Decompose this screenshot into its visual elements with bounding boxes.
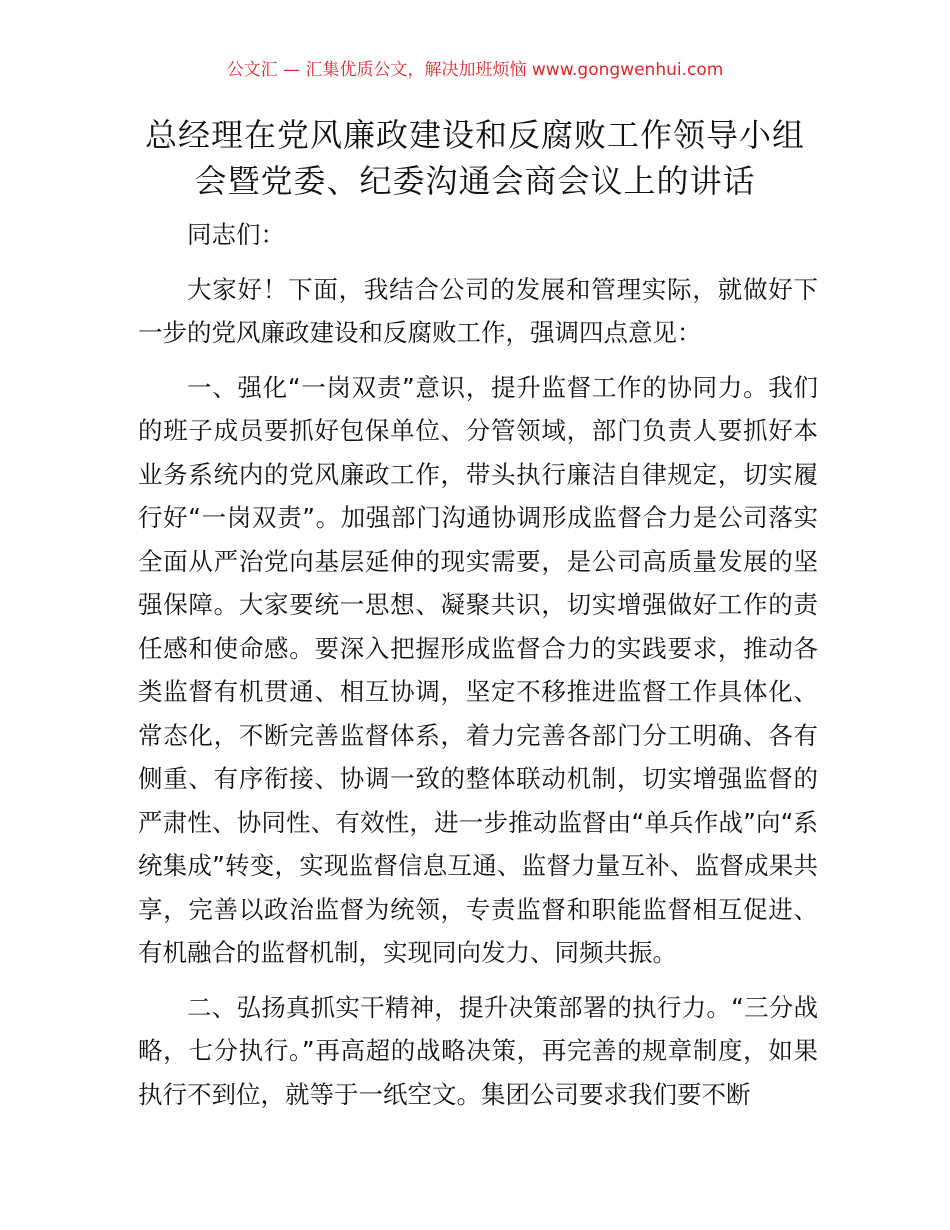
- paragraph-point-one: 一、强化“一岗双责”意识，提升监督工作的协同力。我们的班子成员要抓好包保单位、分管领域，部门负责人要抓好本业务系统内的党风廉政工作，带头执行廉洁自律规定，切实履行好“一岗双责”。加强部门沟通协调形成监督合力是公司落实全面从严治党向基层延伸的现实需要，是公司高质量发展的坚强保障。大家要统一思想、凝聚共识，切实增强做好工作的责任感和使命感。要深入把握形成监督合力的实践要求，推动各类监督有机贯通、相互协调，坚定不移推进监督工作具体化、常态化，不断完善监督体系，着力完善各部门分工明确、各有侧重、有序衔接、协调一致的整体联动机制，切实增强监督的严肃性、协同性、有效性，进一步推动监督由“单兵作战”向“系统集成”转变，实现监督信息互通、监督力量互补、监督成果共享，完善以政治监督为统领，专责监督和职能监督相互促进、有机融合的监督机制，实现同向发力、同频共振。: [138, 372, 818, 967]
- document-title: [80, 112, 870, 204]
- document-body: [138, 213, 818, 1116]
- paragraph-point-two: 二、弘扬真抓实干精神，提升决策部署的执行力。“三分战略，七分执行。”再高超的战略决策，再完善的规章制度，如果执行不到位，就等于一纸空文。集团公司要求我们要不断: [138, 992, 818, 1109]
- salutation: 同志们：: [187, 220, 285, 249]
- title-line-2: 会暨党委、纪委沟通会商会议上的讲话: [194, 162, 756, 200]
- paragraph-opening: 大家好！下面，我结合公司的发展和管理实际，就做好下一步的党风廉政建设和反腐败工作，强调四点意见：: [138, 274, 818, 347]
- site-header-banner: 公文汇 — 汇集优质公文，解决加班烦恼 www.gongwenhui.com: [226, 60, 724, 80]
- title-line-1: 总经理在党风廉政建设和反腐败工作领导小组: [144, 116, 805, 154]
